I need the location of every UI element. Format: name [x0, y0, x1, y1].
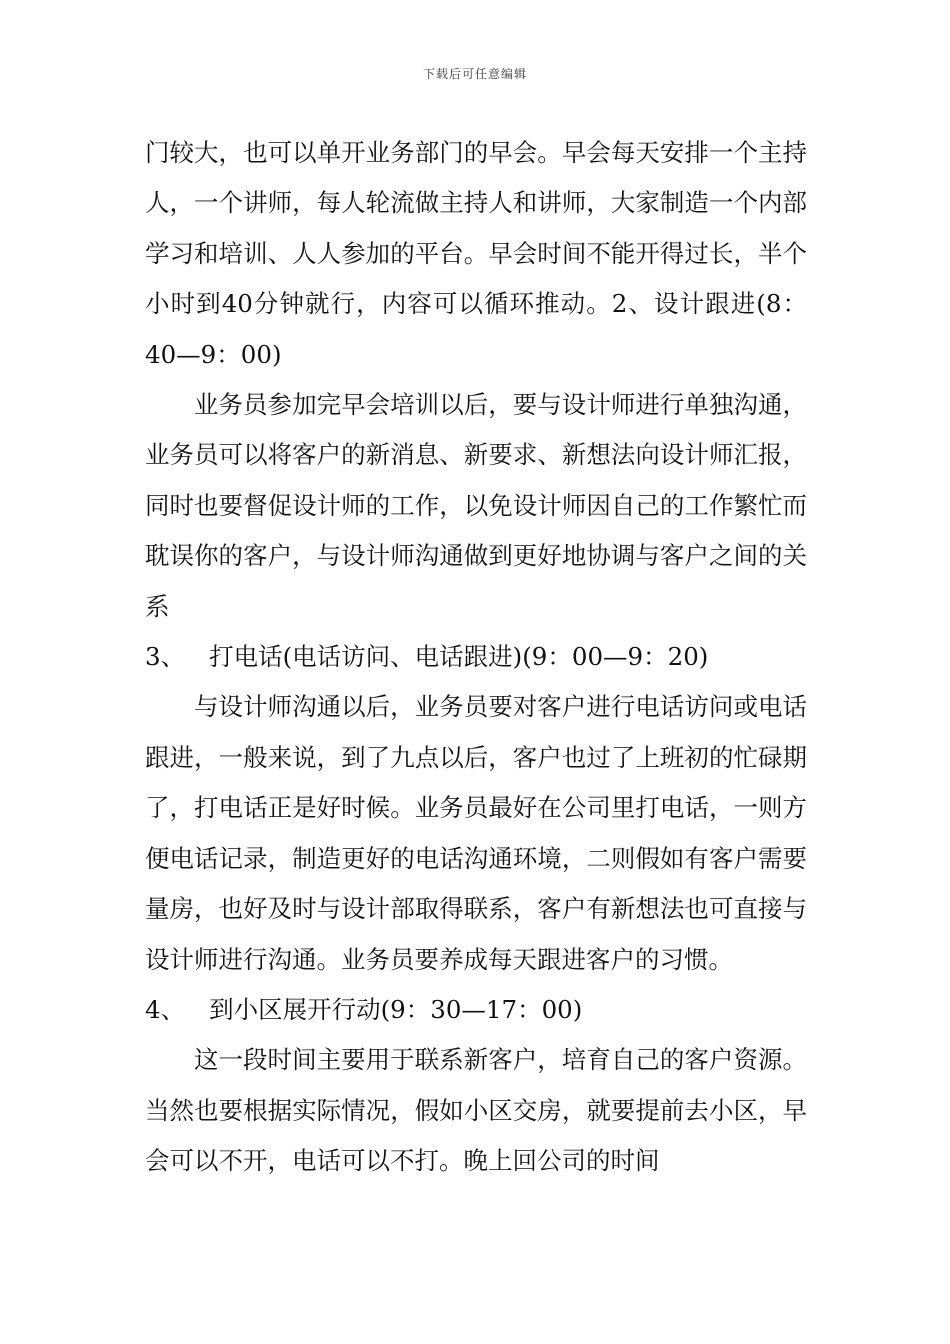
section-title-3: 打电话(电话访问、电话跟进)(9：00—9：20) — [209, 642, 709, 672]
paragraph-1: 门较大，也可以单开业务部门的早会。早会每天安排一个主持人，一个讲师，每人轮流做主持人和讲师，大家制造一个内部学习和培训、人人参加的平台。早会时间不能开得过长，半个小时到40分钟就行，内容可以循环推动。2、设计跟进(8：40—9：00) — [145, 138, 807, 369]
paragraph-4: 这一段时间主要用于联系新客户，培育自己的客户资源。当然也要根据实际情况，假如小区交房，就要提前去小区，早会可以不开，电话可以不打。晚上回公司的时间 — [145, 1045, 807, 1176]
paragraph-3: 与设计师沟通以后，业务员要对客户进行电话访问或电话跟进，一般来说，到了九点以后，客户也过了上班初的忙碌期了，打电话正是好时候。业务员最好在公司里打电话，一则方便电话记录，制造更好的电话沟通环境，二则假如有客户需要量房，也好及时与设计部取得联系，客户有新想法也可直接与设计师进行沟通。业务员要养成每天跟进客户的习惯。 — [145, 692, 807, 974]
section-heading-3 — [145, 632, 807, 682]
section-heading-4 — [145, 985, 807, 1035]
section-title-4: 到小区展开行动(9：30—17：00) — [209, 994, 583, 1024]
section-number-4: 4、 — [145, 994, 186, 1024]
paragraph-2: 业务员参加完早会培训以后，要与设计师进行单独沟通，业务员可以将客户的新消息、新要求、新想法向设计师汇报，同时也要督促设计师的工作，以免设计师因自己的工作繁忙而耽误你的客户，与设计师沟通做到更好地协调与客户之间的关系 — [145, 390, 807, 621]
document-body — [145, 128, 807, 1187]
header-note: 下载后可任意编辑 — [422, 67, 527, 81]
section-number-3: 3、 — [145, 642, 186, 672]
